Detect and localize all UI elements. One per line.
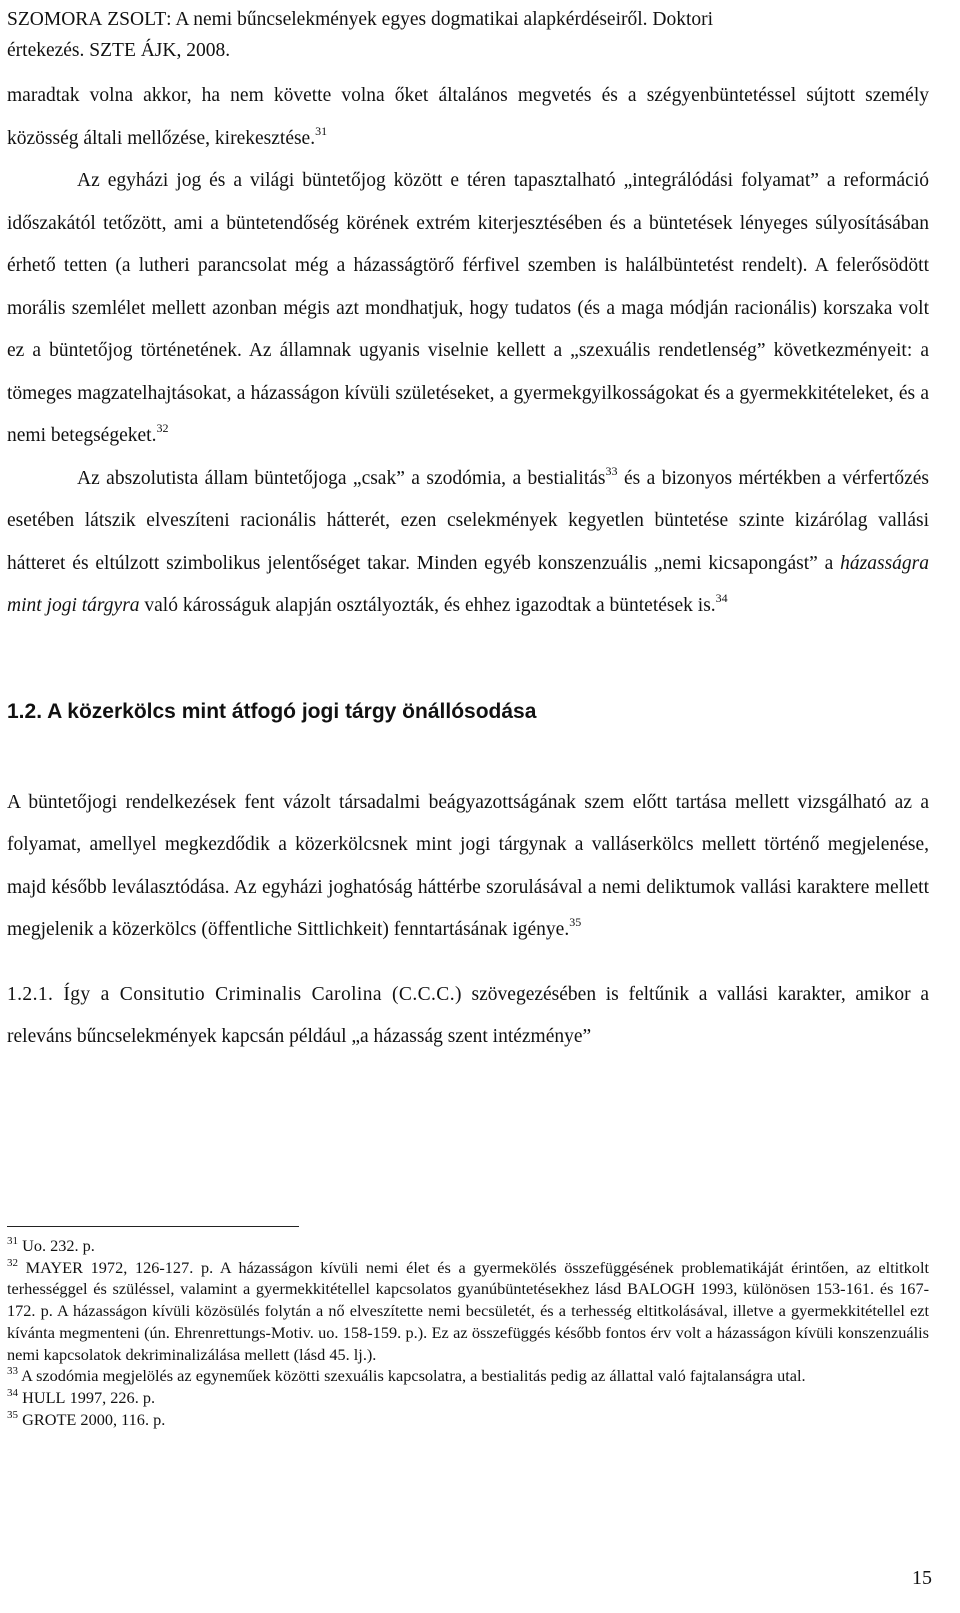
footnote-31-text: Uo. 232. p. bbox=[18, 1236, 95, 1255]
footnote-32-text-b: 1993, különösen 153-161. és 167-172. p. A házasságon kívüli közösülés folytán a nő elveszítette nemi becsületét, és a terhesség eltitkolásával, illetve a gyermekkitétellel ezt kívánta megmenteni (ún. Ehrenrettungs-Motiv. uo. 158-159. p.). Ez az összefüggés később fontos érv volt a házasságon kívüli konszenzuális nemi kapcsolatok dekriminalizálása mellett (lásd 45. lj.). bbox=[7, 1279, 930, 1364]
footnote-ref-32: 32 bbox=[156, 421, 169, 435]
paragraph-3-text-c: való károsságuk alapján osztályozták, és ehhez igazodtak a büntetések is. bbox=[139, 595, 716, 616]
footnote-32-author2-initial: B bbox=[627, 1279, 638, 1299]
paragraph-3-text-a: Az abszolutista állam büntetőjoga „csak” a szodómia, a bestialitás bbox=[77, 467, 606, 489]
paragraph-5-text: szövegezésében is feltűnik a vallási karakter, amikor a releváns bűncselekmények kapcsán például „a házasság szent intézménye” bbox=[7, 983, 929, 1047]
footnote-34 bbox=[7, 1387, 929, 1409]
paragraph-5 bbox=[7, 974, 929, 1059]
footnote-32-author2-rest: ALOGH bbox=[637, 1279, 695, 1299]
paragraph-2 bbox=[7, 160, 929, 458]
paragraph-2-text: Az egyházi jog és a világi büntetőjog között e téren tapasztalható „integrálódási folyamat” a reformáció időszakától tetőzött, ami a büntetendőség körének extrém kiterjesztésében és a büntetések lényeges súlyosításában érhető tetten (a lutheri parancsolat még a házasságtörő férfivel szemben is halálbüntetést rendelt). A felerősödött morális szemlélet mellett azonban mégis azt mondhatjuk, hogy tudatos (és a maga módján racionális) korszaka volt ez a büntetőjog történetének. Az államnak ugyanis viselnie kellett a „szexuális rendetlenség” következményeit: a tömeges magzatelhajtásokat, a házasságon kívüli születéseket, a gyermekgyilkosságokat és a gyermekkitételeket, és a nemi betegségeket. bbox=[7, 170, 929, 446]
section-heading: 1.2. A közerkölcs mint átfogó jogi tárgy önállósodása bbox=[7, 699, 537, 723]
paragraph-4-text: A büntetőjogi rendelkezések fent vázolt társadalmi beágyazottságának szem előtt tartása mellett vizsgálható az a folyamat, amellyel megkezdődik a közerkölcsnek mint jogi tárgynak a valláserkölcs mellett történő megjelenése, majd később leválasztódása. Az egyházi joghatóság háttérbe szorulásával a nemi deliktumok vallási karaktere mellett megjelenik a közerkölcs (öffentliche Sittlichkeit) fenntartásának igénye. bbox=[7, 791, 929, 940]
paragraph-3-text-b: és a bizonyos mértékben a vérfertőzés esetében látszik elveszíteni racionális hátterét, ezen cselekmények kegyetlen büntetése szinte kizárólag vallási hátteret és eltúlzott szimbolikus jelentőséget takar. Minden egyéb konszenzuális „nemi kicsapongást” a bbox=[7, 467, 929, 574]
page-number: 15 bbox=[912, 1567, 932, 1589]
footnote-34-number: 34 bbox=[7, 1386, 18, 1399]
footnote-ref-34: 34 bbox=[715, 591, 728, 605]
footnote-35-author-rest: ROTE bbox=[33, 1409, 77, 1429]
footnote-32-text-a: 1972, 126-127. p. A házasságon kívüli nemi élet és a gyermekölés összefüggésének problematikáját érintően, az eltitkolt terhességgel és szüléssel, valamint a gyermekkitétellel kapcsolatos gyanúbüntetésekhez lásd bbox=[7, 1257, 929, 1299]
footnote-33 bbox=[7, 1365, 929, 1387]
footnote-35-author-initial: G bbox=[22, 1409, 34, 1429]
footnote-33-number: 33 bbox=[7, 1365, 18, 1378]
footnote-35 bbox=[7, 1409, 929, 1431]
header-title-line1: : A nemi bűncselekmények egyes dogmatikai alapkérdéseiről. Doktori bbox=[166, 9, 714, 30]
footnote-32 bbox=[7, 1257, 929, 1366]
footnote-ref-35: 35 bbox=[569, 915, 582, 929]
running-header bbox=[7, 4, 927, 66]
author-initial-s: S bbox=[7, 9, 18, 30]
author-given-rest: SOLT bbox=[119, 9, 167, 30]
footnote-34-author-initial: H bbox=[22, 1387, 34, 1407]
footnote-31 bbox=[7, 1235, 929, 1257]
paragraph-1-text: maradtak volna akkor, ha nem követte volna őket általános megvetés és a szégyenbüntetéssel sújtott személy közösség általi mellőzése, kirekesztése. bbox=[7, 85, 929, 149]
footnote-ref-31: 31 bbox=[315, 123, 328, 138]
main-text bbox=[7, 75, 929, 1059]
paragraph-3 bbox=[7, 458, 929, 628]
footnote-32-author-rest: AYER bbox=[40, 1257, 83, 1277]
paragraph-1 bbox=[7, 75, 929, 160]
subsection-title: 1.2.1. Így a Consitutio Criminalis Carolina (C.C.C.) bbox=[7, 983, 462, 1005]
footnote-32-author-initial: M bbox=[25, 1257, 41, 1277]
footnote-ref-33: 33 bbox=[605, 463, 618, 478]
footnote-35-text: 2000, 116. p. bbox=[76, 1409, 166, 1429]
footnote-33-text: A szodómia megjelölés az egyneműek közötti szexuális kapcsolatra, a bestialitás pedig az állattal való fajtalanságra utal. bbox=[18, 1366, 806, 1386]
footnote-34-text: 1997, 226. p. bbox=[65, 1387, 156, 1407]
paragraph-3-italic: házasságra mint jogi tárgyra bbox=[7, 552, 929, 616]
header-title-line2: értekezés. SZTE ÁJK, 2008. bbox=[7, 40, 231, 61]
footnote-34-author-rest: ULL bbox=[33, 1387, 66, 1407]
footnote-divider bbox=[7, 1226, 299, 1227]
footnote-32-number: 32 bbox=[7, 1256, 18, 1269]
author-initial-z: Z bbox=[107, 9, 120, 30]
footnote-35-number: 35 bbox=[7, 1408, 18, 1421]
author-surname-rest: ZOMORA bbox=[17, 9, 103, 30]
paragraph-4 bbox=[7, 782, 929, 952]
footnote-31-number: 31 bbox=[7, 1235, 18, 1247]
footnotes bbox=[7, 1235, 929, 1430]
